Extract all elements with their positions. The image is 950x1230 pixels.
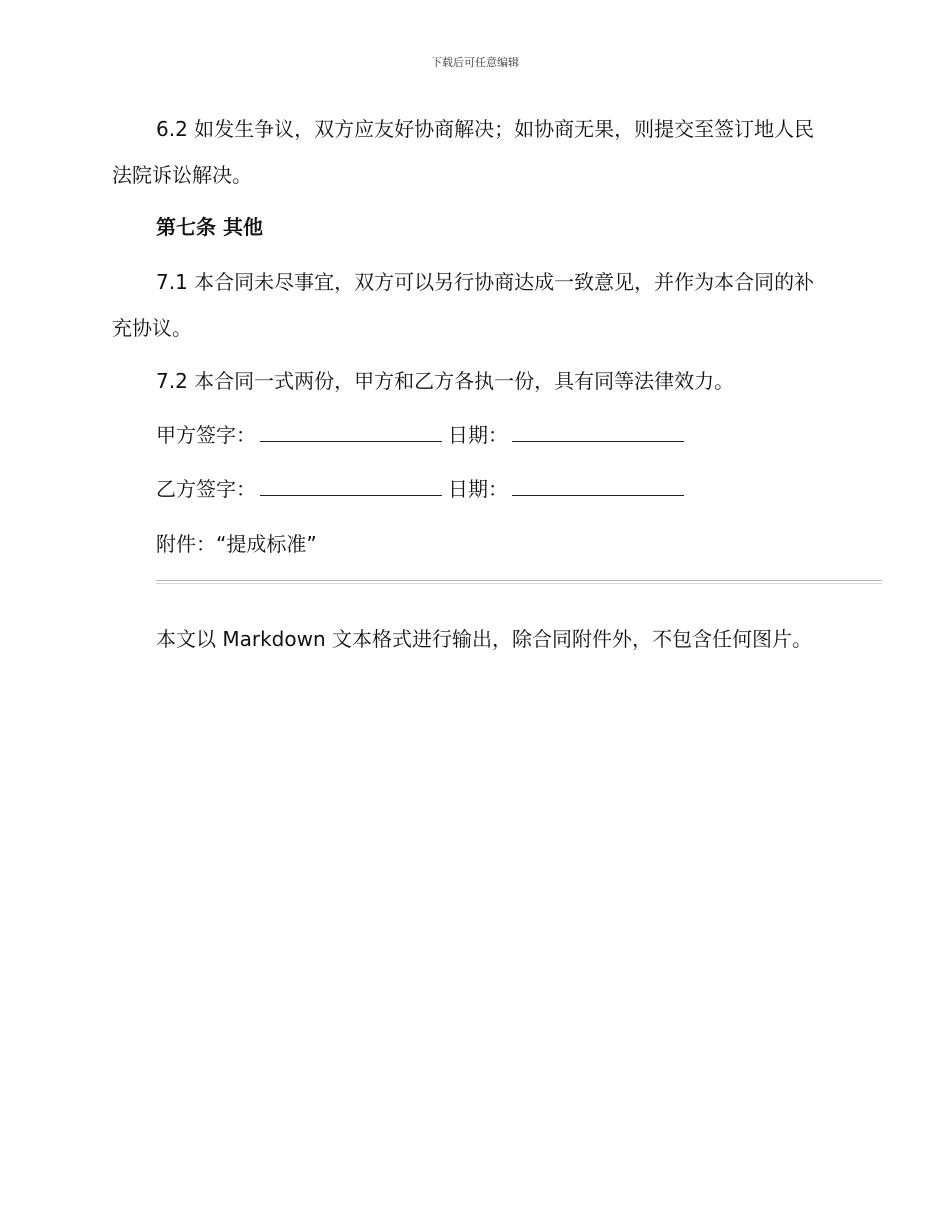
date-label-party-a: 日期： — [448, 423, 508, 447]
signature-blank-party-a — [260, 423, 442, 442]
attachment-note: 附件：“提成标准” — [156, 532, 317, 556]
header-note: 下载后可任意编辑 — [431, 56, 519, 69]
clause-6-2: 6.2 如发生争议，双方应友好协商解决；如协商无果，则提交至签订地人民法院诉讼解决。 — [112, 117, 815, 187]
date-blank-party-b — [512, 477, 684, 496]
section-7-title: 第七条 其他 — [156, 215, 263, 239]
signature-line-party-a — [156, 420, 690, 450]
signature-blank-party-b — [260, 477, 442, 496]
clause-7-1: 7.1 本合同未尽事宜，双方可以另行协商达成一致意见，并作为本合同的补充协议。 — [112, 270, 815, 340]
footer-note: 本文以 Markdown 文本格式进行输出，除合同附件外，不包含任何图片。 — [156, 627, 812, 651]
date-label-party-b: 日期： — [448, 477, 508, 501]
date-blank-party-a — [512, 423, 684, 442]
signature-line-party-b — [156, 474, 690, 504]
signature-label-party-b: 乙方签字： — [156, 477, 256, 501]
horizontal-rule — [156, 580, 882, 584]
signature-label-party-a: 甲方签字： — [156, 423, 256, 447]
clause-7-2: 7.2 本合同一式两份，甲方和乙方各执一份，具有同等法律效力。 — [156, 369, 735, 393]
